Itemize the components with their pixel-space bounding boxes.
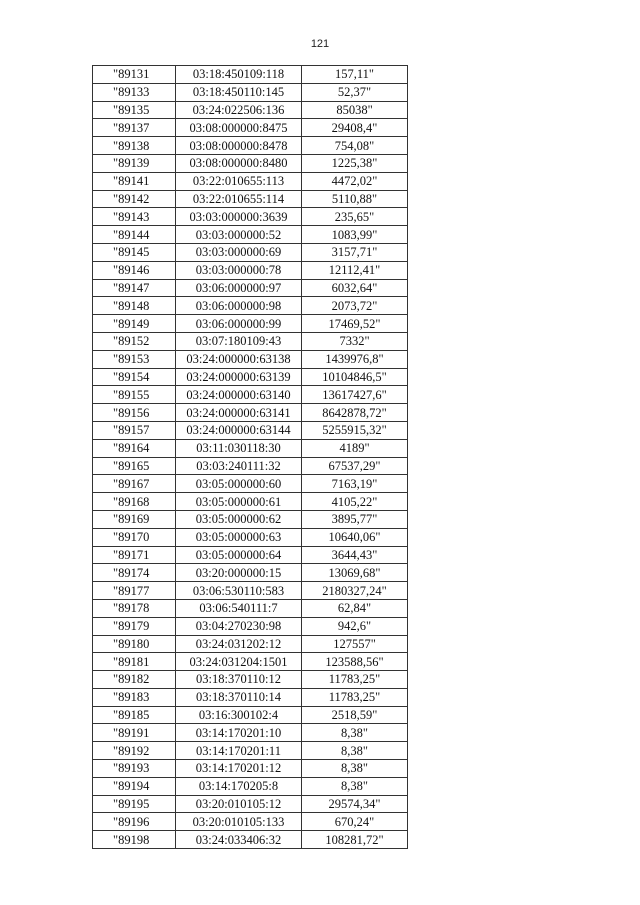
cell-cad: 03:03:240111:32 (176, 457, 302, 475)
cell-cad: 03:24:000000:63138 (176, 350, 302, 368)
cell-val: 13617427,6" (302, 386, 408, 404)
cell-cad: 03:20:000000:15 (176, 564, 302, 582)
cell-cad: 03:06:000000:98 (176, 297, 302, 315)
table-row (93, 66, 408, 84)
cell-id: "89141 (93, 172, 176, 190)
table-row (93, 243, 408, 261)
table-row (93, 297, 408, 315)
cell-val: 1225,38" (302, 154, 408, 172)
cell-cad: 03:07:180109:43 (176, 332, 302, 350)
cell-id: "89196 (93, 813, 176, 831)
cell-val: 123588,56" (302, 653, 408, 671)
table-row (93, 688, 408, 706)
table-row (93, 599, 408, 617)
page-number: 121 (310, 38, 330, 50)
cell-cad: 03:05:000000:62 (176, 510, 302, 528)
cell-cad: 03:03:000000:78 (176, 261, 302, 279)
cell-val: 11783,25" (302, 671, 408, 689)
table-row (93, 350, 408, 368)
table-row (93, 279, 408, 297)
cell-val: 754,08" (302, 137, 408, 155)
cell-val: 6032,64" (302, 279, 408, 297)
table-row (93, 315, 408, 333)
table-row (93, 439, 408, 457)
cell-val: 12112,41" (302, 261, 408, 279)
cell-val: 1083,99" (302, 226, 408, 244)
table-row (93, 635, 408, 653)
cell-val: 8642878,72" (302, 404, 408, 422)
cell-cad: 03:22:010655:114 (176, 190, 302, 208)
table-row (93, 617, 408, 635)
cell-id: "89142 (93, 190, 176, 208)
cell-cad: 03:08:000000:8478 (176, 137, 302, 155)
table-body (93, 66, 408, 849)
table-row (93, 493, 408, 511)
cell-val: 4189" (302, 439, 408, 457)
cell-id: "89178 (93, 599, 176, 617)
cell-id: "89177 (93, 582, 176, 600)
cell-val: 62,84" (302, 599, 408, 617)
cell-id: "89153 (93, 350, 176, 368)
cell-id: "89191 (93, 724, 176, 742)
cell-cad: 03:05:000000:63 (176, 528, 302, 546)
table-row (93, 546, 408, 564)
cell-val: 7332" (302, 332, 408, 350)
cell-id: "89179 (93, 617, 176, 635)
cell-cad: 03:08:000000:8480 (176, 154, 302, 172)
cell-id: "89155 (93, 386, 176, 404)
cell-id: "89174 (93, 564, 176, 582)
table-row (93, 226, 408, 244)
cell-val: 942,6" (302, 617, 408, 635)
cell-cad: 03:06:530110:583 (176, 582, 302, 600)
table-row (93, 386, 408, 404)
cell-id: "89181 (93, 653, 176, 671)
cell-val: 8,38" (302, 742, 408, 760)
cell-val: 5255915,32" (302, 421, 408, 439)
cell-val: 2518,59" (302, 706, 408, 724)
cell-id: "89194 (93, 777, 176, 795)
cell-cad: 03:03:000000:3639 (176, 208, 302, 226)
cell-id: "89156 (93, 404, 176, 422)
cell-id: "89152 (93, 332, 176, 350)
cell-val: 2180327,24" (302, 582, 408, 600)
cell-id: "89192 (93, 742, 176, 760)
cell-id: "89149 (93, 315, 176, 333)
table-row (93, 760, 408, 778)
cell-cad: 03:14:170201:10 (176, 724, 302, 742)
cell-id: "89131 (93, 66, 176, 84)
cell-id: "89135 (93, 101, 176, 119)
cell-cad: 03:24:033406:32 (176, 831, 302, 849)
cell-val: 29574,34" (302, 795, 408, 813)
table-row (93, 190, 408, 208)
cell-cad: 03:24:000000:63140 (176, 386, 302, 404)
cell-val: 5110,88" (302, 190, 408, 208)
cell-id: "89171 (93, 546, 176, 564)
cell-val: 17469,52" (302, 315, 408, 333)
cell-cad: 03:03:000000:69 (176, 243, 302, 261)
table-row (93, 582, 408, 600)
cell-cad: 03:22:010655:113 (176, 172, 302, 190)
cell-id: "89137 (93, 119, 176, 137)
cell-cad: 03:18:450109:118 (176, 66, 302, 84)
table-row (93, 653, 408, 671)
cell-val: 8,38" (302, 760, 408, 778)
cell-cad: 03:24:022506:136 (176, 101, 302, 119)
cell-id: "89180 (93, 635, 176, 653)
table-row (93, 831, 408, 849)
cell-val: 4105,22" (302, 493, 408, 511)
cell-cad: 03:24:000000:63141 (176, 404, 302, 422)
table-row (93, 404, 408, 422)
cell-id: "89183 (93, 688, 176, 706)
cell-cad: 03:18:370110:12 (176, 671, 302, 689)
cell-id: "89170 (93, 528, 176, 546)
table-row (93, 101, 408, 119)
cell-val: 85038" (302, 101, 408, 119)
table-row (93, 813, 408, 831)
cell-cad: 03:11:030118:30 (176, 439, 302, 457)
cell-id: "89144 (93, 226, 176, 244)
cell-id: "89193 (93, 760, 176, 778)
table-row (93, 528, 408, 546)
cell-id: "89165 (93, 457, 176, 475)
cell-id: "89198 (93, 831, 176, 849)
table-row (93, 724, 408, 742)
cell-id: "89164 (93, 439, 176, 457)
table-row (93, 137, 408, 155)
cell-id: "89167 (93, 475, 176, 493)
cell-val: 2073,72" (302, 297, 408, 315)
cell-val: 157,11" (302, 66, 408, 84)
table-row (93, 742, 408, 760)
cell-val: 8,38" (302, 724, 408, 742)
cell-val: 235,65" (302, 208, 408, 226)
table-row (93, 457, 408, 475)
cell-val: 67537,29" (302, 457, 408, 475)
cell-id: "89139 (93, 154, 176, 172)
table-row (93, 154, 408, 172)
cell-val: 4472,02" (302, 172, 408, 190)
table-row (93, 421, 408, 439)
cell-val: 52,37" (302, 83, 408, 101)
cell-cad: 03:20:010105:133 (176, 813, 302, 831)
table-row (93, 83, 408, 101)
cell-id: "89195 (93, 795, 176, 813)
cell-cad: 03:06:000000:97 (176, 279, 302, 297)
table-row (93, 475, 408, 493)
data-table (92, 65, 408, 849)
cell-cad: 03:18:370110:14 (176, 688, 302, 706)
table-row (93, 795, 408, 813)
cell-id: "89133 (93, 83, 176, 101)
cell-cad: 03:24:000000:63144 (176, 421, 302, 439)
table-row (93, 119, 408, 137)
cell-id: "89169 (93, 510, 176, 528)
cell-val: 13069,68" (302, 564, 408, 582)
table-row (93, 172, 408, 190)
cell-val: 3157,71" (302, 243, 408, 261)
table-row (93, 706, 408, 724)
cell-id: "89143 (93, 208, 176, 226)
cell-id: "89147 (93, 279, 176, 297)
cell-val: 3895,77" (302, 510, 408, 528)
cell-cad: 03:06:540111:7 (176, 599, 302, 617)
table-row (93, 332, 408, 350)
cell-cad: 03:14:170201:12 (176, 760, 302, 778)
cell-val: 3644,43" (302, 546, 408, 564)
cell-val: 1439976,8" (302, 350, 408, 368)
cell-cad: 03:14:170205:8 (176, 777, 302, 795)
cell-cad: 03:08:000000:8475 (176, 119, 302, 137)
cell-cad: 03:24:031202:12 (176, 635, 302, 653)
cell-cad: 03:24:000000:63139 (176, 368, 302, 386)
table-row (93, 208, 408, 226)
cell-val: 108281,72" (302, 831, 408, 849)
cell-val: 670,24" (302, 813, 408, 831)
cell-cad: 03:05:000000:61 (176, 493, 302, 511)
cell-id: "89185 (93, 706, 176, 724)
cell-val: 11783,25" (302, 688, 408, 706)
cell-cad: 03:06:000000:99 (176, 315, 302, 333)
cell-cad: 03:14:170201:11 (176, 742, 302, 760)
cell-id: "89154 (93, 368, 176, 386)
cell-id: "89146 (93, 261, 176, 279)
table-row (93, 671, 408, 689)
cell-id: "89148 (93, 297, 176, 315)
cell-cad: 03:20:010105:12 (176, 795, 302, 813)
cell-val: 127557" (302, 635, 408, 653)
cell-val: 8,38" (302, 777, 408, 795)
cell-cad: 03:18:450110:145 (176, 83, 302, 101)
cell-id: "89182 (93, 671, 176, 689)
cell-cad: 03:04:270230:98 (176, 617, 302, 635)
table-row (93, 261, 408, 279)
cell-cad: 03:03:000000:52 (176, 226, 302, 244)
cell-id: "89138 (93, 137, 176, 155)
cell-val: 10104846,5" (302, 368, 408, 386)
cell-cad: 03:05:000000:64 (176, 546, 302, 564)
cell-val: 10640,06" (302, 528, 408, 546)
cell-cad: 03:24:031204:1501 (176, 653, 302, 671)
cell-cad: 03:16:300102:4 (176, 706, 302, 724)
table-row (93, 368, 408, 386)
cell-id: "89157 (93, 421, 176, 439)
cell-id: "89168 (93, 493, 176, 511)
cell-val: 7163,19" (302, 475, 408, 493)
cell-id: "89145 (93, 243, 176, 261)
table-row (93, 777, 408, 795)
cell-val: 29408,4" (302, 119, 408, 137)
table-row (93, 510, 408, 528)
table-row (93, 564, 408, 582)
cell-cad: 03:05:000000:60 (176, 475, 302, 493)
